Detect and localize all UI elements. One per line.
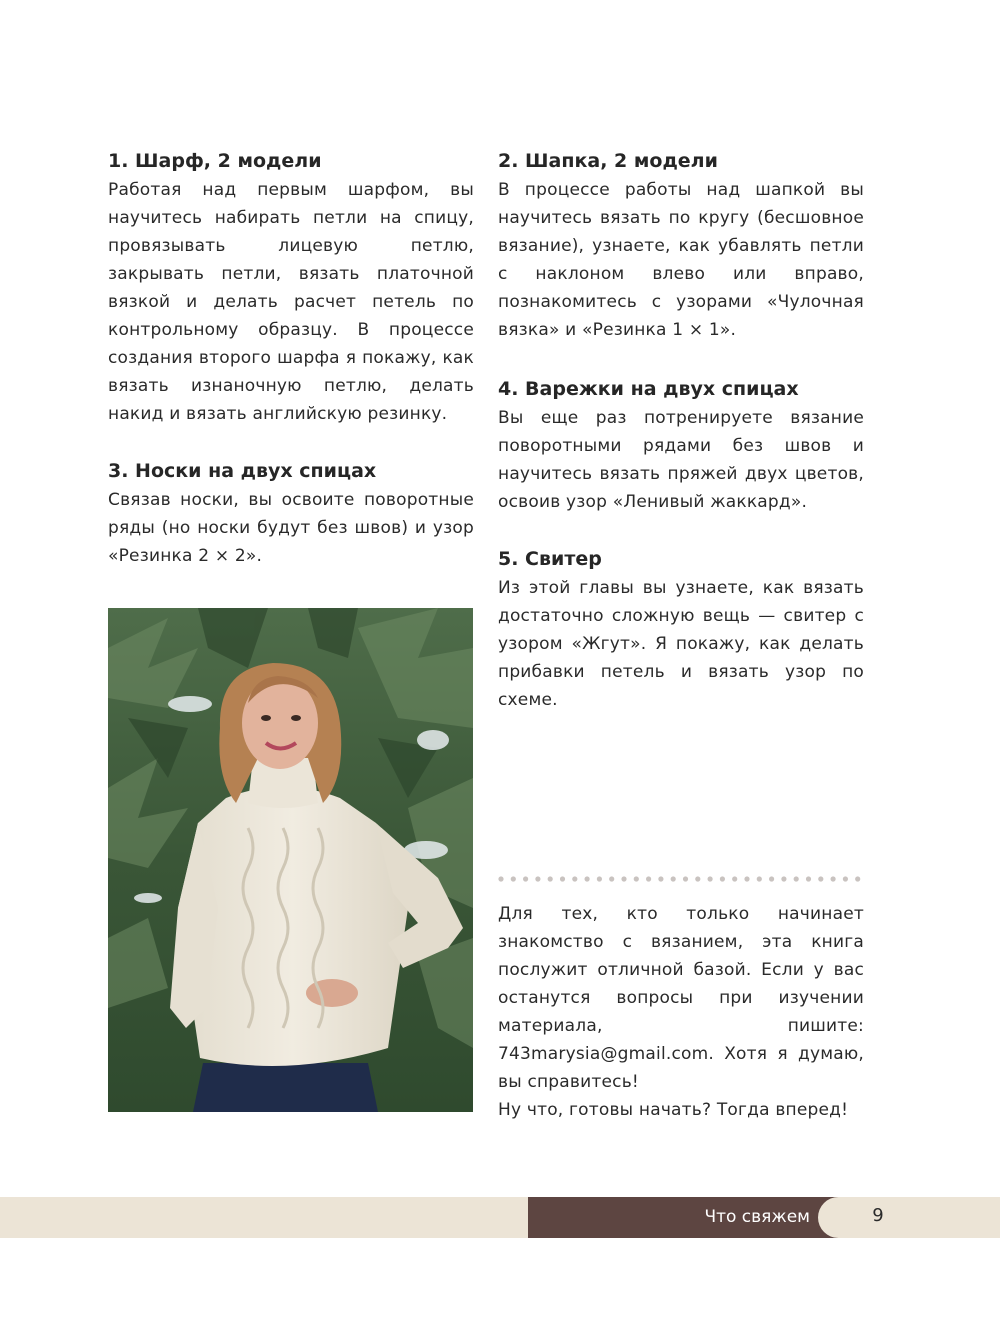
left-column — [108, 146, 474, 570]
section-text: В процессе работы над шапкой вы научитесь вязать по кругу (бесшовное вязание), узнаете, как убавлять петли с наклоном влево или вправо, познакомитесь с узорами «Чулочная вязка» и «Резинка 1 × 1». — [498, 180, 864, 340]
section-title: 5. Свитер — [498, 548, 602, 570]
footer-section-label: Что свяжем — [704, 1207, 810, 1227]
section-mittens — [498, 374, 864, 516]
footer-page-pill — [818, 1197, 1000, 1238]
section-sweater — [498, 544, 864, 714]
page-number: 9 — [872, 1205, 884, 1226]
sweater-model-photo — [108, 608, 473, 1112]
section-title: 1. Шарф, 2 модели — [108, 150, 322, 172]
section-hat — [498, 146, 864, 344]
note-closing: Ну что, готовы начать? Тогда вперед! — [498, 1100, 849, 1120]
section-scarf — [108, 146, 474, 428]
section-socks — [108, 456, 474, 570]
section-text: Работая над первым шарфом, вы научитесь набирать петли на спицу, провязывать лицевую петлю, закрывать петли, вязать платочной вязкой и делать расчет петель по контрольному образцу. В процессе создания второго шарфа я покажу, как вязать изнаночную петлю, делать накид и вязать английскую резинку. — [108, 180, 474, 424]
section-title: 2. Шапка, 2 модели — [498, 150, 718, 172]
section-text: Из этой главы вы узнаете, как вязать достаточно сложную вещь — свитер с узором «Жгут». Я покажу, как делать прибавки петель и вязать узор по схеме. — [498, 578, 864, 710]
section-title: 3. Носки на двух спицах — [108, 460, 377, 482]
right-column — [498, 146, 864, 714]
section-text: Вы еще раз потренируете вязание поворотными рядами без швов и научитесь вязать пряжей двух цветов, освоив узор «Ленивый жаккард». — [498, 408, 864, 512]
note-text: Для тех, кто только начинает знакомство с вязанием, эта книга послужит отличной базой. Если у вас останутся вопросы при изучении материала, пишите: 743marysia@gmail.com. Хотя я думаю, вы справитесь! — [498, 904, 864, 1092]
section-title: 4. Варежки на двух спицах — [498, 378, 799, 400]
section-text: Связав носки, вы освоите поворотные ряды (но носки будут без швов) и узор «Резинка 2 × 2». — [108, 490, 474, 566]
intro-note — [498, 900, 864, 1124]
dotted-divider — [498, 872, 864, 886]
